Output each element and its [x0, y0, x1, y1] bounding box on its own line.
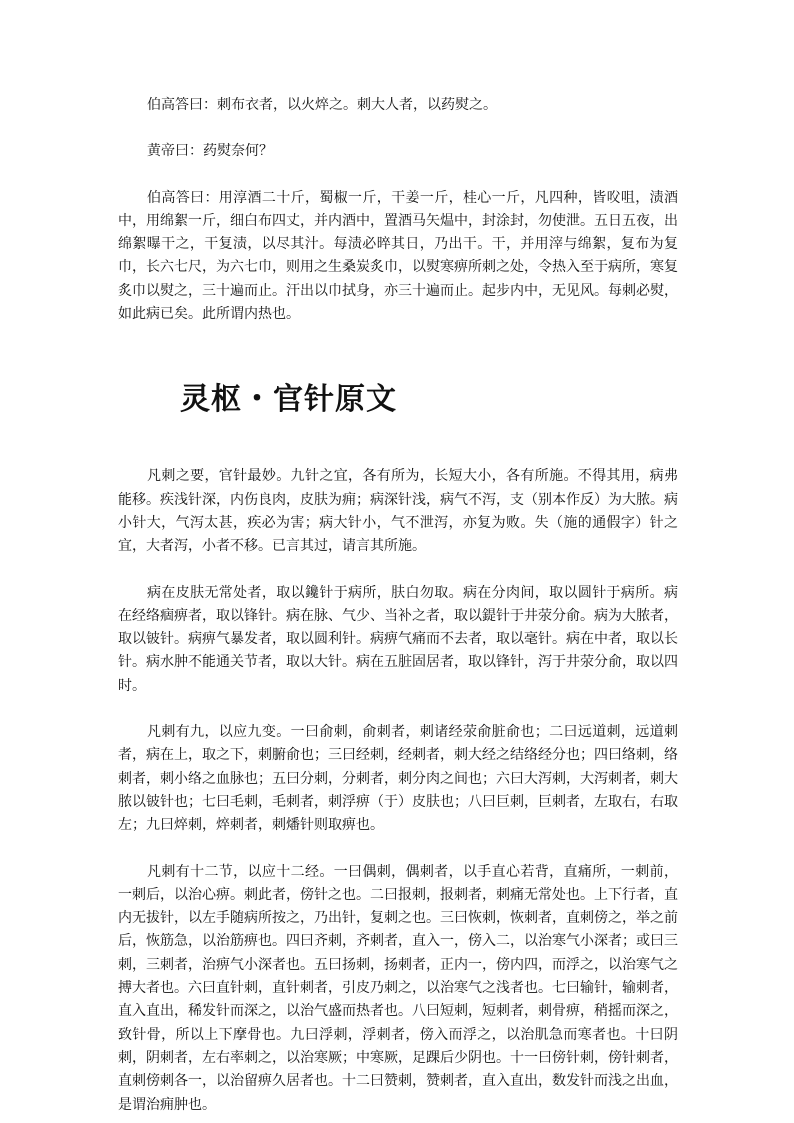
document-body — [118, 94, 678, 1117]
section-heading: 灵枢・官针原文 — [180, 382, 397, 418]
paragraph-nine-needling-methods: 凡刺有九，以应九变。一曰俞刺，俞刺者，刺诸经荥俞脏俞也；二曰远道刺，远道刺者，病在上，取之下，刺腑俞也；三曰经刺，经刺者，刺大经之结络经分也；四曰络刺，络刺者，刺小络之血脉也；五曰分刺，分刺者，刺分肉之间也；六曰大泻刺，大泻刺者，刺大脓以铍针也；七曰毛刺，毛刺者，刺浮痹（于）皮肤也；八曰巨刺，巨刺者，左取右，右取左；九曰焠刺，焠刺者，刺燔针则取痹也。 — [118, 724, 678, 834]
paragraph-medicated-compress: 伯高答曰：用淳酒二十斤，蜀椒一斤，干姜一斤，桂心一斤，凡四种，皆㕮咀，渍酒中，用绵絮一斤，细白布四丈，并内酒中，置酒马矢煴中，封涂封，勿使泄。五日五夜，出绵絮曝干之，干复渍，以尽其汁。每渍必晬其日，乃出干。干，并用滓与绵絮，复布为复巾，长六七尺，为六七巾，则用之生桑炭炙巾，以熨寒痹所刺之处，令热入至于病所，寒复炙巾以熨之，三十遍而止。汗出以巾拭身，亦三十遍而止。起步内中，无见风。每刺必熨，如此病已矣。此所谓内热也。 — [118, 189, 678, 323]
paragraph-bogao-answer: 伯高答曰：刺布衣者，以火焠之。刺大人者，以药熨之。 — [147, 97, 497, 113]
paragraph-huangdi-question: 黄帝曰：药熨奈何？ — [147, 143, 273, 160]
paragraph-needling-essentials: 凡刺之要，官针最妙。九针之宜，各有所为，长短大小，各有所施。不得其用，病弗能移。疾浅针深，内伤良肉，皮肤为痈；病深针浅，病气不泻，支（别本作反）为大脓。病小针大，气泻太甚，疾必为害；病大针小，气不泄泻，亦复为败。失（施的通假字）针之宜，大者泻，小者不移。已言其过，请言其所施。 — [118, 468, 678, 555]
paragraph-twelve-needling-methods: 凡刺有十二节，以应十二经。一曰偶刺，偶刺者，以手直心若背，直痛所，一刺前，一刺后，以治心痹。刺此者，傍针之也。二曰报刺，报刺者，刺痛无常处也。上下行者，直内无拔针，以左手随病所按之，乃出针，复刺之也。三曰恢刺，恢刺者，直刺傍之，举之前后，恢筋急，以治筋痹也。四曰齐刺，齐刺者，直入一，傍入二，以治寒气小深者；或曰三刺，三刺者，治痹气小深者也。五曰扬刺，扬刺者，正内一，傍内四，而浮之，以治寒气之搏大者也。六曰直针刺，直针刺者，引皮乃刺之，以治寒气之浅者也。七曰输针，输刺者，直入直出，稀发针而深之，以治气盛而热者也。八曰短刺，短刺者，刺骨痹，稍摇而深之，致针骨，所以上下摩骨也。九曰浮刺，浮刺者，傍入而浮之，以治肌急而寒者也。十曰阴刺，阴刺者，左右率刺之，以治寒厥；中寒厥，足踝后少阴也。十一曰傍针刺，傍针刺者，直刺傍刺各一，以治留痹久居者也。十二曰赞刺，赞刺者，直入直出，数发针而浅之出血，是谓治痈肿也。 — [118, 863, 678, 1113]
paragraph-nine-needles-usage: 病在皮肤无常处者，取以鑱针于病所，肤白勿取。病在分肉间，取以圆针于病所。病在经络痼痹者，取以锋针。病在脉、气少、当补之者，取以鍉针于井荥分俞。病为大脓者，取以铍针。病痹气暴发者，取以圆利针。病痹气痛而不去者，取以毫针。病在中者，取以长针。病水肿不能通关节者，取以大针。病在五脏固居者，取以锋针，泻于井荥分俞，取以四时。 — [118, 584, 678, 694]
